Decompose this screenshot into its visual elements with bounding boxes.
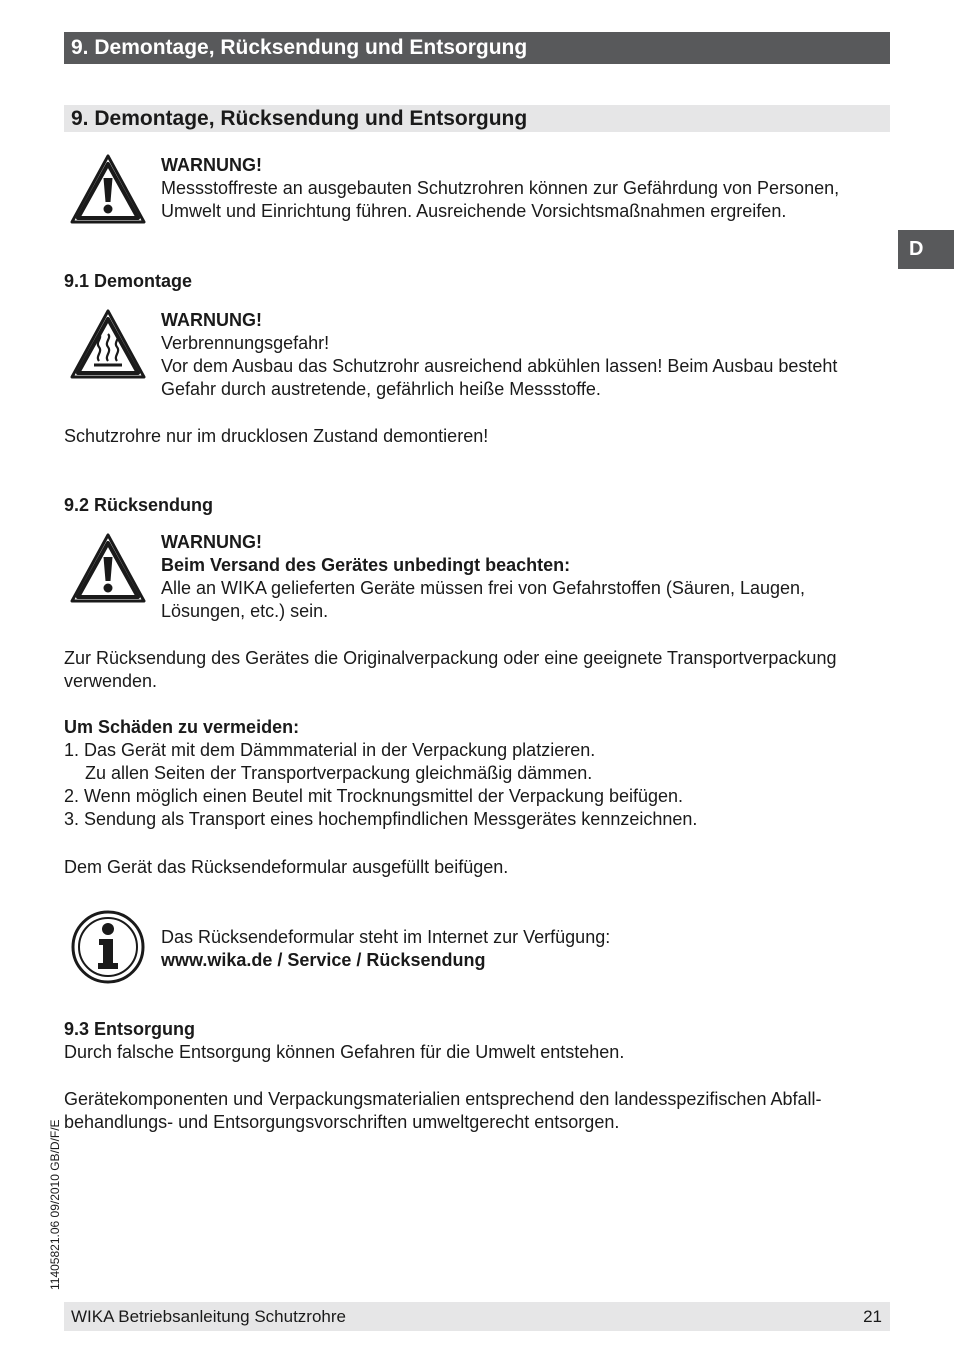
list-item-continuation: Zu allen Seiten der Transportverpackung gleichmäßig dämmen. bbox=[85, 763, 593, 783]
disposal-paragraph bbox=[64, 1088, 890, 1134]
warning-block-burn bbox=[161, 309, 891, 401]
paragraph-line: Durch falsche Entsorgung können Gefahren für die Umwelt entstehen. bbox=[64, 1042, 625, 1062]
warning-text-line: Alle an WIKA gelieferten Geräte müssen frei von Gefahrstoffen (Säuren, Laugen, bbox=[161, 578, 806, 598]
warning-label: WARNUNG! bbox=[161, 532, 262, 552]
info-link[interactable]: www.wika.de / Service / Rücksendung bbox=[161, 950, 486, 970]
warning-label: WARNUNG! bbox=[161, 310, 262, 330]
page-number: 21 bbox=[863, 1307, 882, 1326]
warning-label: WARNUNG! bbox=[161, 155, 262, 175]
list-item: 2. Wenn möglich einen Beutel mit Trocknungsmittel der Verpackung beifügen. bbox=[64, 786, 684, 806]
paragraph-line: Schutzrohre nur im drucklosen Zustand demontieren! bbox=[64, 426, 489, 446]
heading-entsorgung: 9.3 Entsorgung bbox=[64, 1019, 196, 1039]
packaging-paragraph bbox=[64, 647, 890, 693]
paragraph-line: Dem Gerät das Rücksendeformular ausgefüllt beifügen. bbox=[64, 857, 509, 877]
warning-text-line: Lösungen, etc.) sein. bbox=[161, 601, 329, 621]
warning-text-line: Messstoffreste an ausgebauten Schutzrohren können zur Gefährdung von Personen, bbox=[161, 178, 840, 198]
demontage-note bbox=[64, 425, 890, 448]
paragraph-line: behandlungs- und Entsorgungsvorschriften umweltgerecht entsorgen. bbox=[64, 1112, 620, 1132]
warning-text-line: Vor dem Ausbau das Schutzrohr ausreichend abkühlen lassen! Beim Ausbau besteht bbox=[161, 356, 838, 376]
section-title: 9. Demontage, Rücksendung und Entsorgung bbox=[64, 105, 890, 132]
chapter-header-bar: 9. Demontage, Rücksendung und Entsorgung bbox=[64, 32, 890, 64]
avoid-damage-heading: Um Schäden zu vermeiden: bbox=[64, 717, 300, 737]
warning-text-line: Umwelt und Einrichtung führen. Ausreichende Vorsichtsmaßnahmen ergreifen. bbox=[161, 201, 787, 221]
heading-ruecksendung: 9.2 Rücksendung bbox=[64, 495, 214, 515]
avoid-damage-list bbox=[64, 716, 890, 831]
form-note bbox=[64, 856, 890, 879]
warning-text-line: Verbrennungsgefahr! bbox=[161, 333, 330, 353]
warning-subheading: Beim Versand des Gerätes unbedingt beachten: bbox=[161, 555, 571, 575]
warning-triangle-icon bbox=[68, 531, 148, 605]
paragraph-line: Gerätekomponenten und Verpackungsmaterialien entsprechend den landesspezifischen Abfall- bbox=[64, 1089, 822, 1109]
list-item: 1. Das Gerät mit dem Dämmmaterial in der Verpackung platzieren. bbox=[64, 740, 596, 760]
warning-block-residues bbox=[161, 154, 891, 223]
heading-demontage: 9.1 Demontage bbox=[64, 271, 193, 291]
list-item: 3. Sendung als Transport eines hochempfindlichen Messgerätes kennzeichnen. bbox=[64, 809, 698, 829]
page-footer bbox=[64, 1302, 890, 1331]
entsorgung-section bbox=[64, 1018, 890, 1064]
warning-triangle-icon bbox=[68, 152, 148, 226]
footer-title: WIKA Betriebsanleitung Schutzrohre bbox=[71, 1307, 346, 1326]
info-text: Das Rücksendeformular steht im Internet zur Verfügung: bbox=[161, 927, 611, 947]
warning-text-line: Gefahr durch austretende, gefährlich heiße Messstoffe. bbox=[161, 379, 601, 399]
warning-block-shipping bbox=[161, 531, 891, 623]
document-number: 11405821.06 09/2010 GB/D/F/E bbox=[48, 1119, 62, 1290]
language-tab: D bbox=[898, 230, 954, 269]
paragraph-line: Zur Rücksendung des Gerätes die Originalverpackung oder eine geeignete Transportverpackung bbox=[64, 648, 837, 668]
hot-surface-icon bbox=[68, 307, 148, 381]
paragraph-line: verwenden. bbox=[64, 671, 158, 691]
info-icon bbox=[70, 909, 146, 985]
info-block bbox=[161, 926, 891, 972]
